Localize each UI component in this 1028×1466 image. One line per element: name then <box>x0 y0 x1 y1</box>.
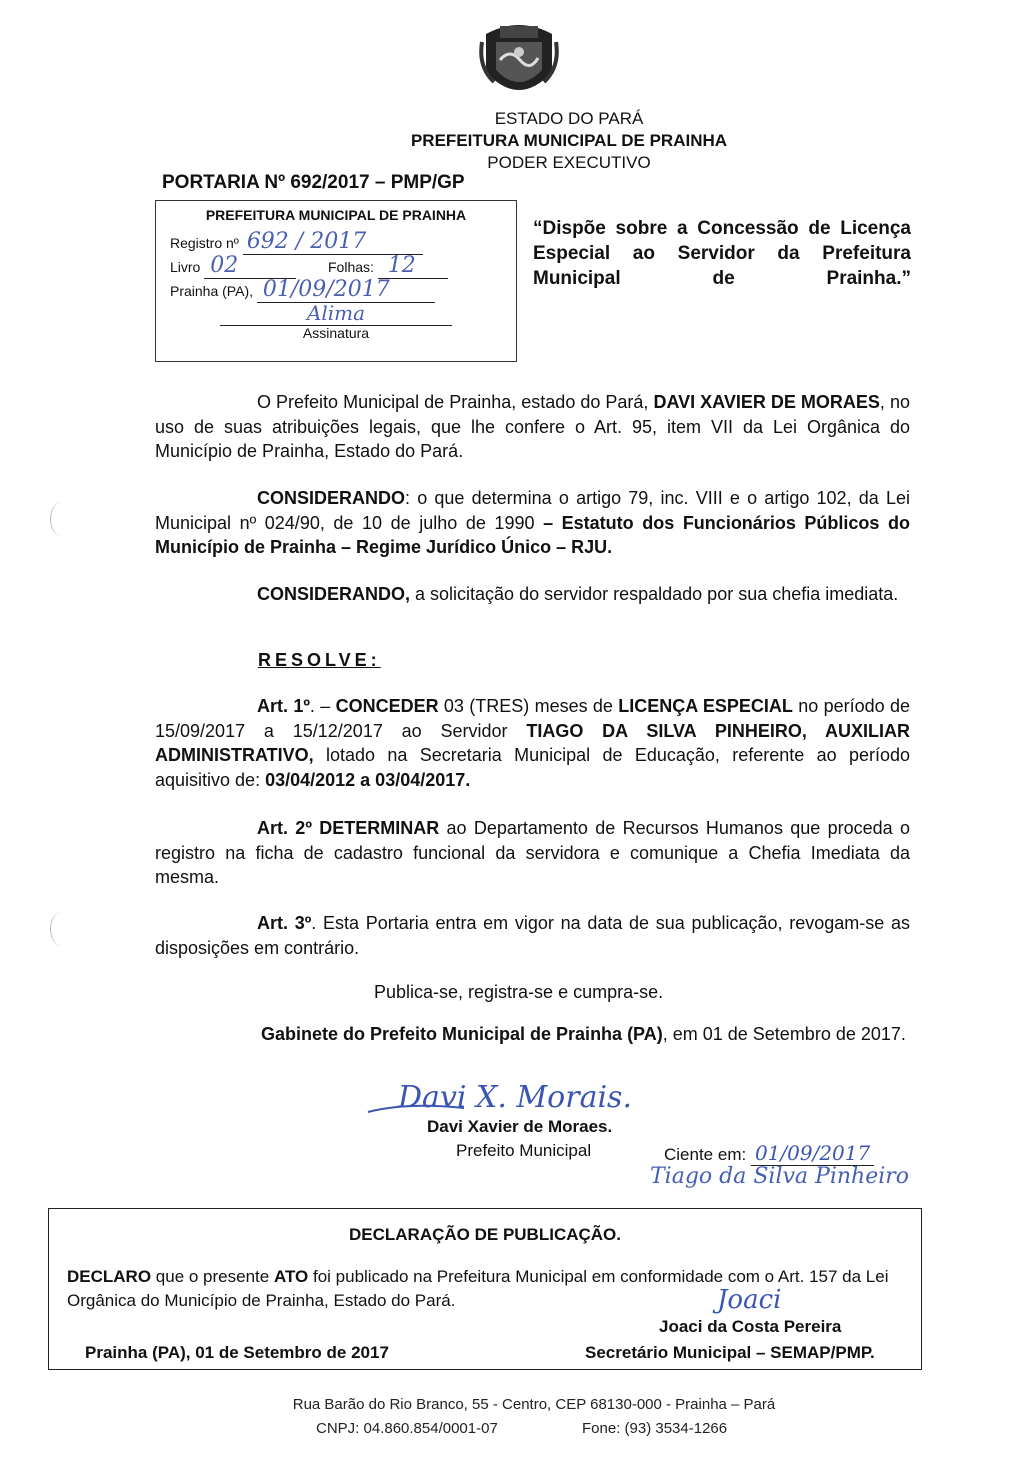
assinatura-label: Assinatura <box>302 325 370 341</box>
declaration-box <box>48 1208 922 1370</box>
considerando-2: CONSIDERANDO, a solicitação do servidor respaldado por sua chefia imediata. <box>257 584 899 604</box>
mayor-name: Davi Xavier de Moraes. <box>427 1117 613 1136</box>
ementa: “Dispõe sobre a Concessão de Licença Especial ao Servidor da Prefeitura Municipal de Prainha.” <box>533 218 911 289</box>
livro-row: Livro 02 <box>170 253 296 279</box>
folhas-value: 12 <box>378 253 448 279</box>
mayor-role: Prefeito Municipal <box>456 1141 592 1160</box>
stamp-date: 01/09/2017 <box>257 277 435 303</box>
article-2: Art. 2º DETERMINAR ao Departamento de Recursos Humanos que proceda o registro na ficha de cadastro funcional da servidora e comunique a Chefia Imediata da mesma. <box>155 818 910 887</box>
declaration-text: DECLARO que o presente ATO foi publicado na Prefeitura Municipal em conformidade com o Art. 157 da Lei Orgânica do Município de Prainha, Estado do Pará. <box>67 1267 889 1310</box>
header-state: ESTADO DO PARÁ <box>494 109 644 128</box>
declaration-place-date: Prainha (PA), 01 de Setembro de 2017 <box>85 1343 389 1362</box>
registro-value: 692 / 2017 <box>243 229 423 255</box>
portaria-title: PORTARIA Nº 692/2017 – PMP/GP <box>162 172 465 193</box>
resolve-heading: RESOLVE: <box>258 650 381 670</box>
article-1: Art. 1º. – CONCEDER 03 (TRES) meses de LICENÇA ESPECIAL no período de 15/09/2017 a 15/12/2017 ao Servidor TIAGO DA SILVA PINHEIRO, AUXILIAR ADMINISTRATIVO, lotado na Secretaria Municipal de Educação, referente ao período aquisitivo de: 03/04/2012 a 03/04/2017. <box>155 696 910 790</box>
considerando-1: CONSIDERANDO: o que determina o artigo 79, inc. VIII e o artigo 102, da Lei Municipal nº 024/90, de 10 de julho de 1990 – Estatuto dos Funcionários Públicos do Município de Prainha – Regime Jurídico Único – RJU. <box>155 488 910 557</box>
registro-row: Registro nº 692 / 2017 <box>170 229 423 255</box>
article-3: Art. 3º. Esta Portaria entra em vigor na data de sua publicação, revogam-se as disposições em contrário. <box>155 913 911 958</box>
header-prefeitura: PREFEITURA MUNICIPAL DE PRAINHA <box>410 131 728 150</box>
date-row: Prainha (PA), 01/09/2017 <box>170 277 435 303</box>
registry-stamp <box>155 200 517 362</box>
preamble: O Prefeito Municipal de Prainha, estado do Pará, DAVI XAVIER DE MORAES, no uso de suas atribuições legais, que lhe confere o Art. 95, item VII da Lei Orgânica do Município de Prainha, Estado do Pará. <box>155 392 910 461</box>
mayor-signature: Davi X. Morais. <box>398 1080 632 1115</box>
stamp-title: PREFEITURA MUNICIPAL DE PRAINHA <box>205 207 467 223</box>
footer-address: Rua Barão do Rio Branco, 55 - Centro, CEP 68130-000 - Prainha – Pará <box>292 1396 776 1413</box>
municipal-crest-icon <box>478 12 560 108</box>
gabinete-line: Gabinete do Prefeito Municipal de Prainha (PA), em 01 de Setembro de 2017. <box>261 1024 906 1044</box>
stamp-signature: Alima <box>220 301 452 326</box>
signer-name: Joaci da Costa Pereira <box>659 1317 842 1336</box>
servant-signature: Tiago da Silva Pinheiro <box>650 1164 910 1189</box>
signer-role: Secretário Municipal – SEMAP/PMP. <box>585 1343 875 1362</box>
publica-line: Publica-se, registra-se e cumpra-se. <box>374 982 664 1002</box>
footer-cnpj: CNPJ: 04.860.854/0001-07 <box>316 1420 498 1437</box>
footer-phone: Fone: (93) 3534-1266 <box>582 1420 728 1437</box>
punch-hole-icon <box>50 912 73 946</box>
secretary-signature: Joaci <box>717 1285 782 1315</box>
punch-hole-icon <box>50 502 73 536</box>
livro-value: 02 <box>204 253 296 279</box>
signature-flourish-icon <box>366 1098 466 1118</box>
declaration-title: DECLARAÇÃO DE PUBLICAÇÃO. <box>349 1225 621 1244</box>
ciente-row: Ciente em: 01/09/2017 <box>664 1141 874 1166</box>
ciente-date: 01/09/2017 <box>751 1141 874 1166</box>
header-poder: PODER EXECUTIVO <box>487 153 651 172</box>
folhas-row: Folhas: 12 <box>328 253 448 279</box>
